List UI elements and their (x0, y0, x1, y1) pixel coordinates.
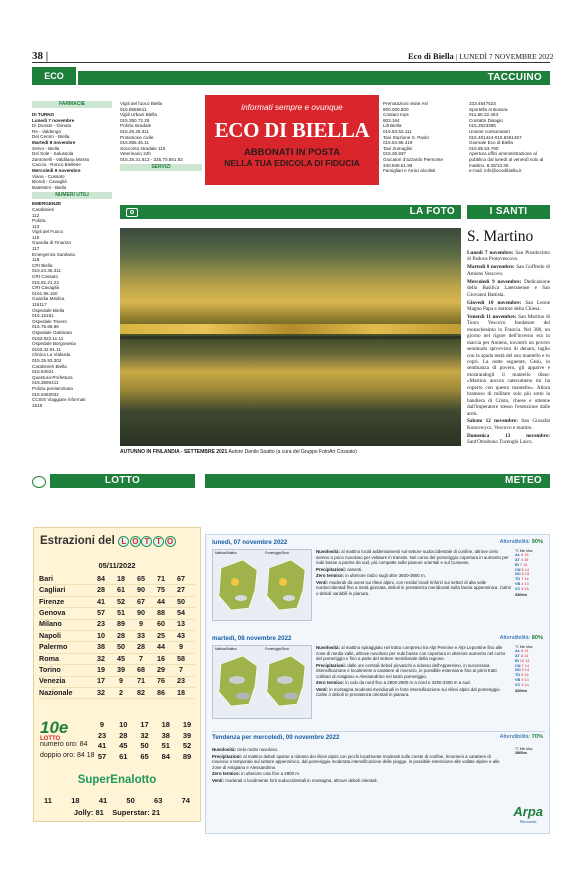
col2-list-line: 015.25.31.613 - 335.70.851.82 (120, 156, 183, 162)
numero-oro: numero oro: 84 (40, 741, 88, 748)
lotto-bar: LOTTO (50, 474, 195, 488)
farmacie-list-line: Servo - Biella (32, 145, 60, 151)
meteo-day2-title: martedì, 08 novembre 2022 (212, 635, 292, 642)
col2-list-line: Soccorso stradale 116 (120, 145, 166, 151)
paper-header: Eco di Biella | LUNEDÌ 7 NOVEMBRE 2022 (408, 51, 554, 61)
se-number: 63 (154, 796, 163, 805)
meteo-day1-att: Attendibilità: 90% (499, 539, 543, 545)
numeri-list-line: 115 (32, 234, 40, 240)
col5-list-line: Unione consumatori (469, 128, 510, 134)
lotto-row: Palermo 38 50 28 44 9 (39, 642, 195, 653)
taccuino-bar: TACCUINO (78, 71, 550, 85)
temp-row: CN 7 14 (515, 663, 529, 668)
arpa-logo: Arpa Piemonte (513, 804, 543, 825)
photo-caption: AUTUNNO IN FINLANDIA - SETTEMBRE 2021 Autore Danilo Soatto (a cura del Gruppo FotoArt Cossato) (120, 449, 357, 455)
col5-list-line: e-mail: info@ecodibiella.it (469, 168, 522, 174)
numeri-list-line: 015.84021 (32, 369, 54, 375)
col4-list (383, 101, 465, 174)
col4-list-line: 015.83.52.111 (383, 128, 412, 134)
meteo-bar: METEO (205, 474, 550, 488)
numeri-list-line: Polizia (32, 218, 46, 224)
col2-list-line: 015.25.28.311 (120, 128, 150, 134)
numeri-list-line: EMERGENZE (32, 201, 62, 207)
lotto-icon (32, 476, 46, 488)
meteo-day2-text (316, 645, 512, 699)
temp-row: VB 4 13 (515, 581, 529, 586)
numeri-list-line: 015.8492832 (32, 391, 59, 397)
meteo-paragraph: Venti: moderati da ovest sui rilievi alpini, con residui locali rinforzi sui settori di alta valle nordoccidentali fino a metà giornata, deboli in prevalenza meridionali sulla fascia appenninica. Calmi o deboli variabili in pianura. (316, 579, 512, 596)
meteo-paragraph: Precipitazioni: dalle ore centrali deboli piovaschi a ridosso dell'Appennino, in successiva intensificazione e localmente a carattere di rovescio, in possibile estensione fino ai primi tratti collinari di Astigiano e Alessandrino nel tardo pomeriggio. (316, 662, 497, 679)
numeri-list-line: 0163.822.11.11 (32, 335, 64, 341)
lotto-table (39, 574, 195, 699)
subscription-ad[interactable] (205, 95, 379, 185)
meteo-day2-temps: °C Min Max AL 8 14 AT 8 14 BI 10 13 CN 7 14 NO 9 14 TO 8 14 VB 9 13 VC 9 14 3200m (515, 645, 547, 693)
col2-list-line: 015.855.45.11 (120, 140, 150, 146)
numeri-list-line: CCISS Viaggiare informati (32, 397, 86, 403)
dieci-lotto-logo: 10e LOTTO (40, 718, 69, 742)
numeri-list-line: 0163.42.61.11 (32, 346, 62, 352)
superenalotto-logo: SuperEnalotto (77, 774, 157, 786)
santi-entry: Mercoledì 9 novembre: Dedicazione della Basilica Lateranense e San Giovanni Battista. (467, 278, 551, 298)
se-number: 74 (181, 796, 190, 805)
farmacie-list-line: Del Centro - Biella (32, 134, 70, 140)
jolly-superstar: Jolly: 81 Superstar: 21 (73, 808, 161, 817)
meteo-trend-zero: 2800m (515, 751, 527, 756)
lotto-row: Genova 57 51 90 88 54 (39, 608, 195, 619)
col2-list-line: Protezione civile (120, 134, 154, 140)
se-number: 50 (126, 796, 135, 805)
meteo-day1-text (316, 549, 512, 597)
lotto-row: Bari 84 18 65 71 67 (39, 574, 195, 585)
farmacie-list-line: Biondi - Cavaglià (32, 179, 67, 185)
farmacie-list-line: Balestrini - Biella (32, 184, 67, 190)
meteo-day1-zero: 3300m (515, 592, 527, 597)
col5-list-line: 015.85.53.790 (469, 145, 499, 151)
col2-list-line: 015.350.72.28 (120, 117, 150, 123)
farmacie-list-line: Viana - Cossato (32, 173, 65, 179)
col5-list-line: 015.401444-015.8461457 (469, 134, 522, 140)
santi-entry: Venerdì 11 novembre: San Martino di Tours Vescovo fondatore del monachesimo in Francia. Nel 300, un giorno nel rigore dell'inverno era in marcia per Amiens, incontrò un povero seminudo sprovvisto di denaro, taglio con la spada metà del suo mantello e lo coprì. La notte seguente, Gesù, in sembianza di povero, gli apparve e mostrandogli il mantello disse: «Martino ancora catecumeno mi ha coperto con questo mantello». Allora bramoso di militare solo più sotto la bandiera di Cristo, chiese e ottenne dall'imperatore stesso l'esenzione dalle armi. (467, 313, 550, 417)
lotto-logo-letter: T (141, 536, 152, 547)
temp-row: NO 9 14 (515, 668, 530, 673)
meteo-day1-maps: Mattina/Mattino Pomeriggio/Sera (212, 549, 312, 621)
col4-list-line: Taxi Stazione S. Paolo (383, 134, 429, 140)
santi-entry: Martedì 8 novembre: San Goffredo di Amiens Vescovo. (467, 264, 550, 277)
numeri-column-4 (383, 101, 465, 174)
meteo-trend-att: Attendibilità: 70% (499, 734, 543, 740)
meteo-paragraph: Precipitazioni: assenti. (316, 566, 363, 572)
meteo-paragraph: Precipitazioni: al mattino deboli sparse a ridosso dei rilievi alpini con picchi localmente moderati sulle creste di confine, fenomeni a carattere di rovescio o temporale sul settore appenninico, dal pomeriggio moderata intensificazione delle piogge, in possibile estensione alle vallate alpine e alle zone di Astigiano e Alessandrino. (212, 753, 500, 770)
temp-row: VC 9 14 (515, 682, 529, 687)
lotto-title: Estrazioni del L O T T O (40, 534, 176, 548)
page-number: 38 | (32, 50, 49, 62)
autumn-photo (120, 228, 461, 446)
se-number: 41 (98, 796, 108, 805)
numeri-list-line: Guardia Medica (32, 296, 65, 302)
numeri-list-line: Ospedale Biella (32, 307, 65, 313)
meteo-box (205, 534, 550, 834)
numeri-list-line: Ospedale Borgosesia (32, 341, 76, 347)
meteo-paragraph: Venti: in montagna moderati meridionali in forte intensificazione sui rilievi alpini dal pomeriggio. Calmi o deboli in prevalenza orientali in pianura. (316, 686, 501, 697)
col4-list-line: 803.164 (383, 117, 400, 123)
servizi-title: SERVIZI (120, 164, 202, 171)
numeri-list-line: Ospedale Gattinara (32, 329, 72, 335)
col5-list-line: Giornale Eco di Biella (469, 140, 513, 146)
numeri-list (32, 201, 112, 408)
lotto-date: 05/11/2022 (98, 561, 136, 570)
ad-line-1: ABBONATI IN POSTA (243, 146, 341, 158)
temp-row: AT 8 14 (515, 654, 529, 659)
meteo-paragraph: Zero termico: in calo da nord fino a 2800-2900 m a nord e 3200-3300 m a sud. (316, 680, 471, 685)
temp-row: AL 8 14 (515, 649, 529, 654)
santi-entry: Domenica 13 novembre: Sant'Omobono Tucenghi Laico. (467, 432, 550, 446)
meteo-paragraph: Nuvolosità: cielo molto nuvoloso. (212, 747, 279, 752)
superenalotto-numbers (44, 796, 190, 805)
numeri-list-line: 116117 (32, 302, 47, 307)
meteo-paragraph: Nuvolosità: al mattino locali addensamenti sul settore sudoccidentale di confine, altrove cielo sereno o poco nuvoloso per velature in transito. Nel corso del pomeriggio copertura in aumento per nubi basse a partire da sud, più compatte sulle pianure orientali e sul Cuneese. (316, 549, 509, 565)
col4-list-line: Prenotazioni visite Asl (383, 101, 428, 106)
col5-list-line: Contatto Disagio (469, 117, 503, 123)
col4-list-line: 340.849.51.96 (383, 162, 413, 168)
col2-list-line: Vigili Urbani Biella (120, 112, 157, 118)
farmacie-column (32, 101, 112, 408)
santi-body (467, 250, 550, 447)
col5-list-line: Sportello Antiusura (469, 106, 508, 112)
col2-list-line: Vigili del fuoco Biella (120, 101, 163, 106)
santi-bar: I SANTI (467, 205, 550, 219)
col2-list (120, 101, 202, 163)
farmacie-list-line: Mercoledì 9 novembre (32, 167, 81, 173)
temp-row: VB 9 13 (515, 677, 529, 682)
lotto-row: Firenze 41 52 67 44 50 (39, 597, 195, 608)
se-number: 11 (44, 796, 52, 805)
meteo-day2-zero: 3200m (515, 688, 527, 693)
lotto-logo-letter: T (153, 536, 164, 547)
lotto-row: Torino 19 39 68 29 7 (39, 665, 195, 676)
numeri-list-line: Polizia penitenziaria (32, 385, 73, 391)
farmacie-list-line: DI TURNO (32, 112, 55, 117)
lotto-row: Cagliari 28 61 90 75 27 (39, 585, 195, 596)
numeri-list-line: 1518 (32, 402, 43, 408)
farmacie-list-line: Di Donato - Donato (32, 123, 72, 129)
col2-list-line: Veterinario 24h (120, 151, 151, 157)
temp-row: AL 6 15 (515, 553, 529, 558)
col4-list-line: 015.26.937 (383, 151, 406, 157)
dieci-lotto-numbers (92, 720, 197, 762)
lotto-row: Roma 32 45 7 16 58 (39, 654, 195, 665)
col5-list-line: 011.66.22.453 (469, 112, 499, 118)
col5-list-line: 333.4547523 (469, 101, 496, 106)
temp-row: VC 5 15 (515, 586, 529, 591)
col4-list-line: 800.000.500 (383, 106, 409, 112)
numeri-list-line: Emergenza Sanitaria (32, 251, 75, 257)
numeri-list-line: 015.24.35.311 (32, 268, 62, 274)
temp-row: AT 4 15 (515, 558, 529, 563)
eco-logo: ECO (32, 67, 76, 85)
santi-entry: Lunedì 7 novembre: San Prosdocimo di Padova Protovescovo. (467, 250, 550, 263)
meteo-trend-text (212, 747, 504, 784)
farmacie-list-line: Re - Valdengo (32, 128, 62, 134)
col4-list-line: Contact Inps (383, 112, 409, 118)
col4-list-line: Famigliari e Amici alcolisti (383, 168, 436, 174)
col5-list (469, 101, 550, 174)
santo-name: S. Martino (467, 228, 534, 245)
ad-line-2: NELLA TUA EDICOLA DI FIDUCIA (224, 158, 360, 169)
lotto-logo-letter: L (118, 536, 129, 547)
camera-icon (126, 208, 138, 217)
numeri-column-2 (120, 101, 202, 171)
meteo-paragraph: Nuvolosità: al mattino spiraggiato nel tratto compreso tra Alpi Pennine e Alpi Lepontine fino alle zone di media valle, altrove nuvoloso per nubi basse con copertura in ulteriore aumento nel corso del pomeriggio e fino a parte del settore meridionale della regione. (316, 645, 506, 661)
farmacie-list-line: Caccia - Ronco Biellese (32, 162, 81, 168)
dieci-row: 9 10 17 18 19 (99, 720, 192, 729)
col4-list-line: 015.84.95.419 (383, 140, 413, 146)
lotto-logo-letter: O (130, 536, 141, 547)
col4-list-line: Giocatori d'azzardo Piemonte (383, 156, 444, 162)
numeri-list-line: Vigili del Fuoco (32, 229, 64, 235)
temp-row: BI 10 13 (515, 658, 530, 663)
numeri-list-line: Carabinieri Biella (32, 363, 67, 369)
col4-list-line: Taxi Zumaglini (383, 145, 413, 151)
meteo-trend-temps: °C Min Max 2800m (515, 747, 547, 756)
farmacie-list (32, 112, 112, 190)
col5-list-line: 015.2523395 (469, 123, 496, 129)
numeri-list-line: 015.3590411 (32, 380, 59, 386)
numeri-list-line: 015.75.65.66 (32, 324, 59, 330)
dieci-row: 23 28 32 38 39 (97, 730, 192, 740)
dieci-row: 41 45 50 51 52 (97, 741, 192, 750)
meteo-day1-title: lunedì, 07 novembre 2022 (212, 539, 288, 546)
dieci-row: 57 61 65 84 89 (97, 751, 192, 761)
meteo-day2-att: Attendibilità: 80% (499, 635, 543, 641)
meteo-paragraph: Venti: moderati o localmente forti sudoccidentali in montagna, altrove deboli orientali. (212, 777, 378, 783)
lotto-row: Venezia 17 9 71 76 23 (39, 677, 195, 688)
meteo-trend-title: Tendenza per mercoledì, 09 novembre 2022 (212, 734, 340, 741)
col5-list-line: Apertura uffici amministrazione al pubblico dal lunedì al venerdì solo al mattino. 8.30/13.30. (469, 151, 544, 168)
lotto-box (33, 527, 201, 822)
temp-row: TO 8 14 (515, 673, 529, 678)
numeri-list-line: CRI Cavaglià (32, 285, 60, 291)
farmacie-list-line: Martedì 8 novembre (32, 139, 76, 145)
temp-row: TO 7 14 (515, 577, 529, 582)
numeri-list-line: Guardia di Finanza (32, 240, 71, 246)
numeri-list-line: 015.35.93.302 (32, 357, 62, 363)
numeri-list-line: Questura-Prefettura (32, 374, 73, 380)
numeri-list-line: Ospedale Trivero (32, 318, 67, 324)
numeri-list-line: Carabinieri (32, 206, 55, 212)
numeri-list-line: 113 (32, 223, 40, 229)
numeri-list-line: 015.92.21.23 (32, 279, 59, 285)
numeri-list-line: Clinica La Vialarda (32, 352, 71, 358)
numeri-list-line: 117 (32, 246, 40, 252)
header-rule (32, 62, 550, 63)
lotto-row: Milano 23 89 9 60 13 (39, 620, 195, 631)
lotto-logo-letter: O (165, 536, 176, 547)
santi-entry: Giovedì 10 novembre: San Leone Magno Papa e dottore della Chiesa. (467, 299, 550, 312)
meteo-paragraph: Zero termico: in ulteriore rialzo sugli oltre 3600-3900 m. (316, 573, 426, 578)
numeri-column-5 (469, 101, 550, 174)
lotto-row: Nazionale 32 2 82 86 18 (39, 688, 195, 699)
se-number: 18 (71, 796, 80, 805)
santi-entry: Sabato 12 novembre: San Giosafat Kuncewycz, Vescovo e martire. (467, 418, 551, 431)
temp-row: NO 5 15 (515, 572, 530, 577)
numeri-list-line: 118 (32, 257, 40, 263)
temp-row: CN 5 14 (515, 567, 529, 572)
numeri-title: NUMERI UTILI (32, 192, 112, 199)
doppio-oro: doppio oro: 84 18 (40, 752, 95, 759)
farmacie-list-line: Del Sole - Salussola (32, 151, 74, 157)
col4-list-line: Lilt Biella (383, 123, 402, 129)
farmacie-title: FARMACIE (32, 101, 112, 108)
foto-bar: LA FOTO (120, 205, 461, 219)
farmacie-list-line: Lunedì 7 novembre (32, 117, 75, 123)
numeri-list-line: 015.15151 (32, 313, 54, 319)
meteo-day1-temps: °C Min Max AL 6 15 AT 4 15 BI 7 14 CN 5 14 NO 5 15 TO 7 14 VB 4 13 VC 5 15 3300m (515, 549, 547, 597)
temp-row: BI 7 14 (515, 562, 528, 567)
meteo-paragraph: Zero termico: in ulteriore calo fino a 2800 m. (212, 771, 301, 776)
ad-title: ECO DI BIELLA (214, 118, 370, 142)
col2-list-line: Polizia stradale (120, 123, 152, 129)
farmacie-list-line: Zantonelli - Valdilana Mosso (32, 156, 90, 162)
numeri-list-line: 0161.96.160 (32, 290, 58, 296)
lotto-logo (118, 535, 176, 547)
numeri-list-line: 112 (32, 212, 40, 218)
ad-top-line: informati sempre e ovunque (241, 103, 343, 112)
col2-list-line: 015.8555611 (120, 106, 147, 112)
lotto-row: Napoli 10 28 33 25 43 (39, 631, 195, 642)
meteo-day2-maps: Mattina/Mattino Pomeriggio/Sera (212, 645, 312, 719)
numeri-list-line: CRI Cossato (32, 274, 59, 280)
numeri-list-line: CRI Biella (32, 262, 53, 268)
